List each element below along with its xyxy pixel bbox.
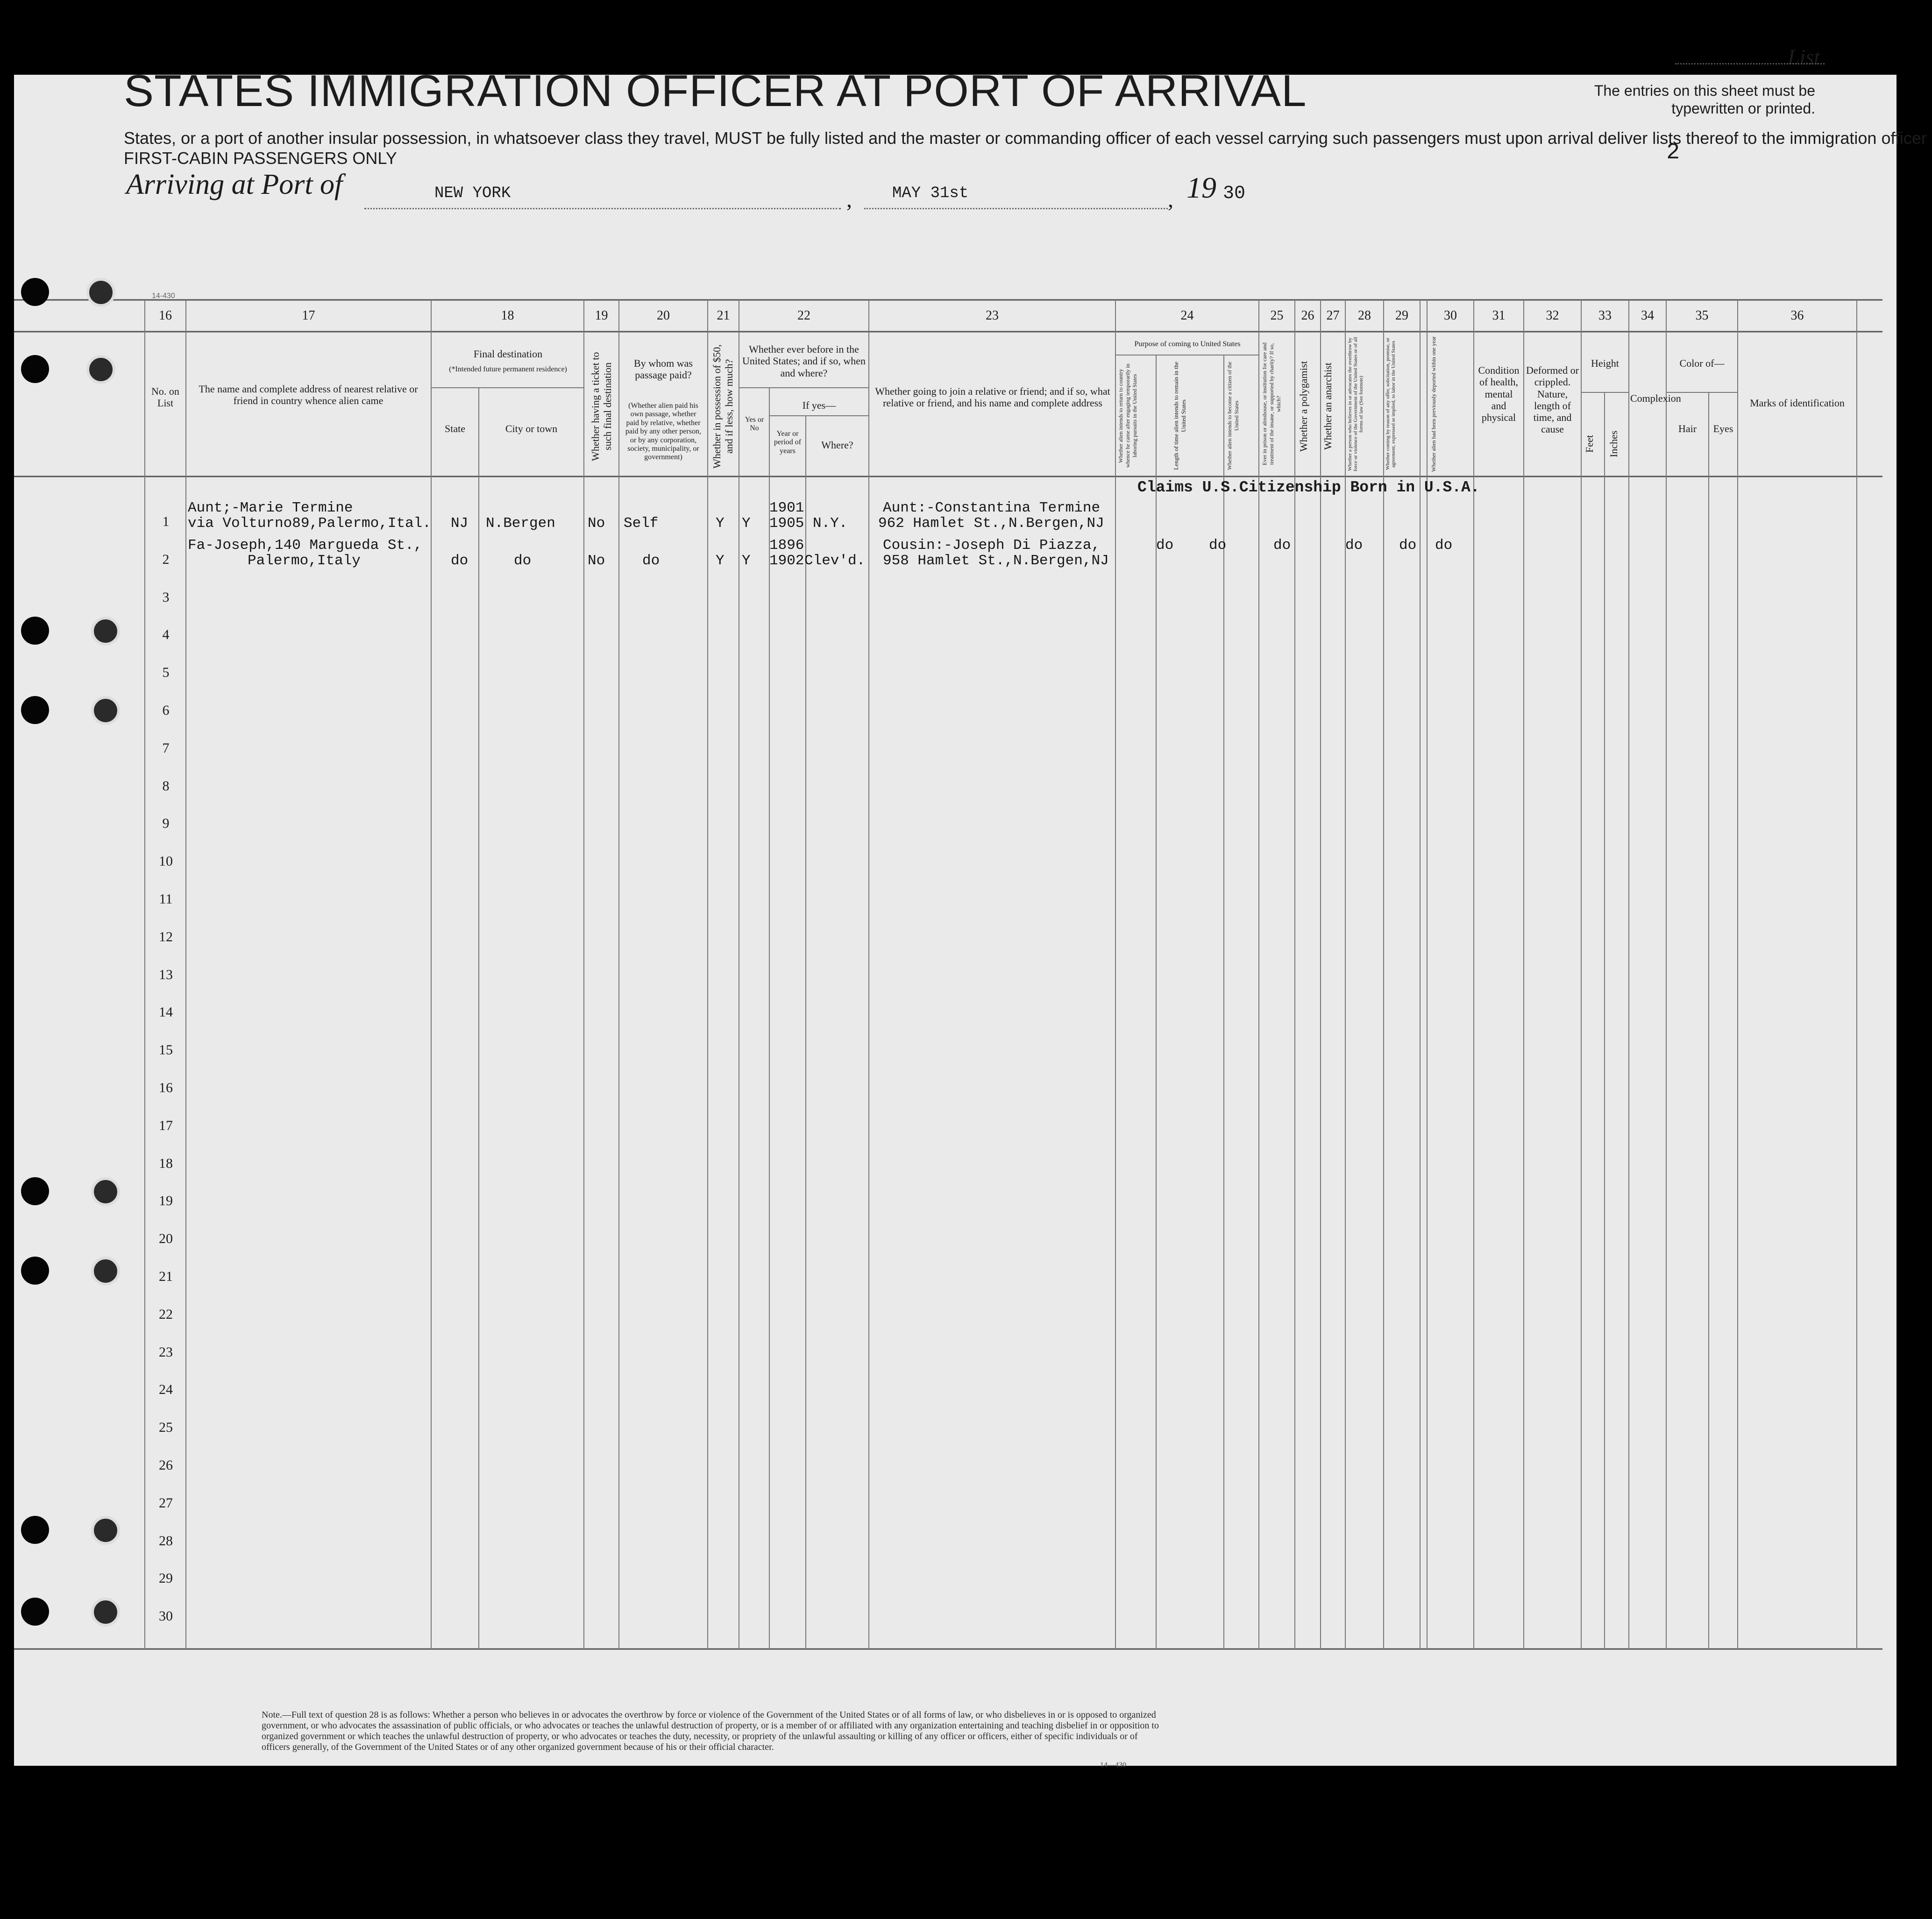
row-number: 12 (159, 929, 173, 945)
year-prefix: 19 (1186, 171, 1216, 204)
binder-hole (91, 1177, 120, 1206)
row-number: 14 (159, 1004, 173, 1020)
year-suffix: 30 (1223, 183, 1246, 204)
row-number: 13 (159, 967, 173, 982)
column-number: 16 (159, 308, 172, 323)
form-code: 14-430 (152, 292, 175, 300)
binder-hole (91, 617, 120, 646)
binder-hole (21, 1257, 49, 1285)
port-value: NEW YORK (434, 185, 511, 202)
column-number: 29 (1395, 308, 1408, 323)
header-marks: Marks of identification (1750, 397, 1845, 409)
header-no-on-list: No. on List (151, 385, 179, 409)
column-number: 21 (717, 308, 730, 323)
header-purpose: Purpose of coming to United States (1134, 340, 1241, 348)
row2-has-50: Y (716, 553, 724, 569)
row-number: 27 (159, 1495, 173, 1511)
row1-ticket: No (588, 515, 605, 532)
column-number: 20 (657, 308, 670, 323)
row-number: 2 (162, 551, 170, 567)
row2-overthrow: do (1345, 537, 1363, 554)
arriving-label: Arriving at Port of (126, 169, 343, 200)
row-number: 3 (162, 589, 170, 605)
column-number: 24 (1180, 308, 1194, 323)
header-period: Year or period of years (774, 430, 802, 455)
row1-been-before: Y (742, 515, 751, 532)
binder-hole (21, 1516, 49, 1544)
header-possession-50: Whether in possession of $50, and if less, how much? (711, 344, 735, 469)
date-value: MAY 31st (892, 185, 969, 202)
binder-hole (21, 696, 49, 724)
row-number: 9 (162, 816, 170, 832)
header-citizen-intent: Whether alien intends to become a citizen of the United States (1226, 362, 1240, 470)
column-number: 23 (986, 308, 999, 323)
row-number: 23 (159, 1344, 173, 1360)
binder-hole (91, 1516, 120, 1545)
row1-joining-name: Aunt:-Constantina Termine (883, 500, 1101, 516)
binder-hole (91, 1257, 120, 1286)
footnote-code: 14—430 (1100, 1761, 1126, 1769)
sheet-number: 2 (1666, 140, 1680, 165)
column-number: 30 (1444, 308, 1457, 323)
row-number: 15 (159, 1042, 173, 1058)
binder-hole (86, 355, 115, 384)
row1-years-to: 1905 (769, 515, 804, 532)
row1-state: NJ (451, 515, 469, 532)
row2-ticket: No (588, 553, 605, 569)
row-number: 28 (159, 1533, 173, 1549)
header-if-yes: If yes— (802, 399, 836, 411)
header-polygamist: Whether a polygamist (1298, 361, 1309, 452)
row2-prison: do (1273, 537, 1291, 554)
header-ticket: Whether having a ticket to such final destination (590, 352, 613, 461)
header-deformed: Deformed or crippled. Nature, length of time, and cause (1526, 364, 1579, 435)
column-number: 19 (595, 308, 608, 323)
row1-years-from: 1901 (769, 500, 804, 516)
column-number: 25 (1270, 308, 1284, 323)
footnote: Note.—Full text of question 28 is as follows: Whether a person who believes in or advocates the overthrow by force or violence of the Government of the United States or of all forms of law, or who disbelieves in or is opposed to organized government, or who advocates the assassination of public officials, or who advocates or teaches the unlawful destruction of property, or is a member of or affiliated with any organization entertaining and teaching disbelief in or opposition to organized government or which teaches the unlawful destruction of property, or who advocates or teaches the duty, necessity, or propriety of the unlawful assaulting or killing of any officer or officers, either of specific individuals or of officers generally, of the Government of the United States or of any other organized government because of his or their official character. (262, 1710, 1159, 1752)
row1-city: N.Bergen (486, 515, 555, 532)
row-number: 24 (159, 1382, 173, 1398)
page-subtitle: States, or a port of another insular possession, in whatsoever class they travel, MUST be fully listed and the master or commanding officer of each vessel carrying such passengers must upon arrival deliver lists thereof to the immigration officer (124, 128, 1927, 148)
column-number: 22 (797, 308, 810, 323)
row-number: 26 (159, 1457, 173, 1473)
row-number: 20 (159, 1231, 173, 1247)
row-number: 4 (162, 627, 170, 643)
row-number: 11 (159, 891, 173, 907)
comma-separator: , (1168, 187, 1173, 212)
header-complexion: Complexion (1630, 392, 1681, 404)
header-city: City or town (505, 423, 558, 434)
row-number: 6 (162, 703, 170, 718)
header-prison: Ever in prison or almshouse, or institution for care and treatment of the insane, or supported by charity? If so, which? (1261, 342, 1282, 466)
header-passage-paid-note: (Whether alien paid his own passage, whether paid by relative, whether paid by any other person, or by any corporation, society, municipality, or government) (625, 402, 702, 462)
row-number: 8 (162, 778, 170, 794)
binder-holes (0, 0, 140, 1919)
binder-hole (21, 278, 49, 306)
row1-relative-name: Aunt;-Marie Termine (188, 500, 353, 516)
column-number: 32 (1546, 308, 1559, 323)
binder-hole (21, 1177, 49, 1205)
column-number: 36 (1790, 308, 1804, 323)
header-feet: Feet (1584, 435, 1595, 453)
column-number: 27 (1326, 308, 1340, 323)
row2-years-from: 1896 (769, 537, 804, 554)
row-number: 22 (159, 1306, 173, 1322)
column-number: 34 (1641, 308, 1654, 323)
column-number: 33 (1598, 308, 1612, 323)
row-number: 5 (162, 665, 170, 681)
row-number: 29 (159, 1571, 173, 1586)
row1-relative-address: via Volturno89,Palermo,Ital. (188, 515, 431, 532)
header-anarchist: Whether an anarchist (1322, 362, 1334, 450)
header-return-intent: Whether alien intends to return to country whence he came after engaging temporarily in laboring pursuits in the United States (1117, 363, 1138, 468)
row2-joining-address: 958 Hamlet St.,N.Bergen,NJ (883, 553, 1109, 569)
header-overthrow: Whether a person who believes in or advocates the overthrow by force or violence of the Government of the United States or of all forms of law (See footnote) (1347, 337, 1364, 471)
header-eyes: Eyes (1713, 423, 1733, 434)
citizenship-claim: Claims U.S.Citizenship Born in U.S.A. (1137, 479, 1480, 496)
header-ever-before: Whether ever before in the United States; and if so, when and where? (742, 343, 866, 379)
binder-hole (91, 1598, 120, 1627)
header-passage-paid: By whom was passage paid? (634, 357, 693, 381)
binder-hole (86, 278, 115, 307)
row-number: 30 (159, 1608, 173, 1624)
header-labor-offer: Whether coming by reason of any offer, solicitation, promise, or agreement, expressed or implied, to labor in the United States (1385, 338, 1396, 470)
list-label: List (1787, 45, 1820, 69)
row2-years-to: 1902 (769, 553, 804, 569)
header-final-destination-note: (*Intended future permanent residence) (449, 365, 567, 373)
binder-hole (21, 355, 49, 383)
row1-has-50: Y (716, 515, 724, 532)
typewritten-note: The entries on this sheet must be typewritten or printed. (1594, 82, 1815, 117)
row2-where: Clev'd. (804, 553, 866, 569)
row-number: 10 (159, 853, 173, 869)
header-color-of: Color of— (1679, 357, 1725, 369)
row2-labor-offer: do (1399, 537, 1417, 554)
header-where: Where? (821, 439, 853, 451)
row-number: 19 (159, 1193, 173, 1209)
row1-joining-address: 962 Hamlet St.,N.Bergen,NJ (878, 515, 1104, 532)
binder-hole (91, 696, 120, 725)
column-number: 26 (1301, 308, 1314, 323)
header-nearest-relative: The name and complete address of nearest relative or friend in country whence alien came (199, 383, 418, 407)
header-height: Height (1591, 357, 1619, 369)
row2-paid-by: do (642, 553, 660, 569)
header-yes-no: Yes or No (745, 416, 764, 433)
row-number: 7 (162, 740, 170, 756)
header-length-of-stay: Length of time alien intends to remain in the United States (1172, 362, 1187, 470)
page-title: STATES IMMIGRATION OFFICER AT PORT OF ARRIVAL (124, 66, 1307, 116)
row-number: 17 (159, 1117, 173, 1133)
row2-return-intent: do (1156, 537, 1174, 554)
row-number: 21 (159, 1269, 173, 1284)
binder-hole (21, 1598, 49, 1626)
row2-state: do (451, 553, 469, 569)
row2-been-before: Y (742, 553, 751, 569)
row1-paid-by: Self (624, 515, 659, 532)
row2-deported: do (1435, 537, 1453, 554)
row2-relative-name: Fa-Joseph,140 Margueda St., (188, 537, 423, 554)
header-deported: Whether alien had been previously deported within one year (1430, 336, 1437, 472)
row2-length-of-stay: do (1209, 537, 1227, 554)
row2-relative-address: Palermo,Italy (248, 553, 361, 569)
row-number: 18 (159, 1155, 173, 1171)
comma-separator: , (846, 187, 852, 212)
column-number: 31 (1492, 308, 1506, 323)
column-number: 18 (501, 308, 514, 323)
row-number: 1 (162, 514, 170, 529)
header-inches: Inches (1608, 430, 1619, 457)
binder-hole (21, 617, 49, 645)
first-cabin-label: FIRST-CABIN PASSENGERS ONLY (124, 149, 397, 168)
header-joining-relative: Whether going to join a relative or friend; and if so, what relative or friend, and his name and complete address (875, 385, 1110, 409)
header-health: Condition of health, mental and physical (1478, 364, 1520, 424)
column-number: 17 (302, 308, 315, 323)
row-number: 16 (159, 1080, 173, 1095)
column-number: 28 (1358, 308, 1371, 323)
row2-city: do (514, 553, 532, 569)
header-final-destination: Final destination (473, 348, 543, 360)
row1-where: N.Y. (813, 515, 848, 532)
row2-joining-name: Cousin:-Joseph Di Piazza, (883, 537, 1101, 554)
row-number: 25 (159, 1420, 173, 1436)
header-state: State (445, 423, 465, 434)
column-number: 35 (1695, 308, 1709, 323)
header-hair: Hair (1678, 423, 1697, 434)
